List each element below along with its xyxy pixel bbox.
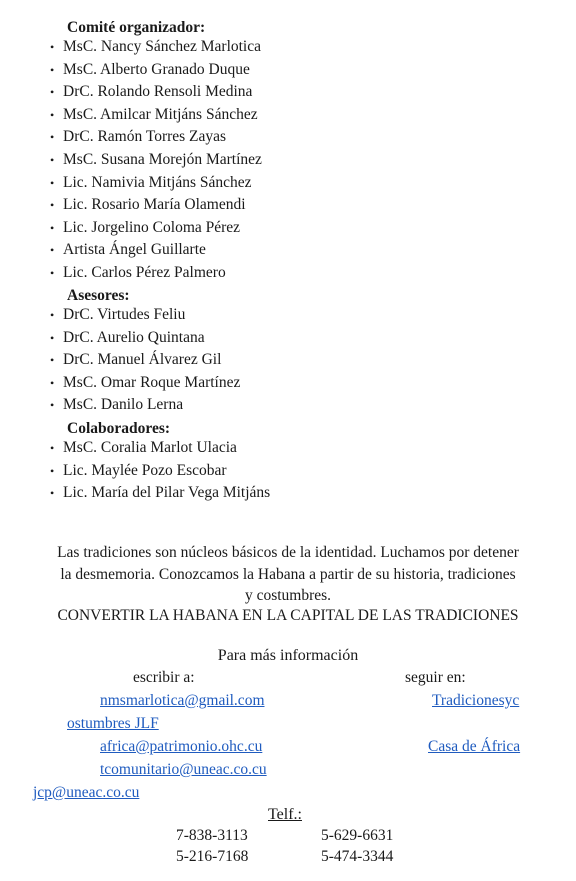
list-item [0, 482, 270, 505]
list-item [0, 327, 240, 350]
phone-number: 5-629-6631 [321, 827, 394, 844]
member-name: DrC. Virtudes Feliu [63, 306, 186, 323]
phone-number: 5-474-3344 [321, 848, 394, 865]
list-item [0, 172, 262, 195]
collaborators-list [0, 437, 270, 505]
bullet-icon: • [50, 375, 55, 390]
bullet-icon: • [50, 243, 55, 258]
bullet-icon: • [50, 220, 55, 235]
list-item [0, 304, 240, 327]
member-name: MsC. Alberto Granado Duque [63, 60, 250, 78]
bullet-icon: • [50, 441, 55, 455]
list-item [0, 59, 262, 82]
advisors-list [0, 304, 240, 417]
list-item [0, 239, 262, 262]
bullet-icon: • [50, 130, 55, 145]
list-item [0, 126, 262, 149]
social-link-tradiciones-cont[interactable]: ostumbres JLF [67, 715, 159, 732]
list-item [0, 104, 262, 127]
member-name: Lic. Namivia Mitjáns Sánchez [63, 173, 252, 191]
list-item [0, 349, 240, 372]
bullet-icon: • [50, 486, 55, 501]
bullet-icon: • [50, 353, 55, 368]
email-link-jcp[interactable]: jcp@uneac.co.cu [33, 784, 140, 801]
list-item [0, 81, 262, 104]
slogan: CONVERTIR LA HABANA EN LA CAPITAL DE LAS TRADICIONES [57, 607, 519, 624]
phone-label: Telf.: [268, 806, 302, 823]
bullet-icon: • [50, 330, 55, 345]
statement-line: y costumbres. [244, 587, 332, 604]
list-item [0, 36, 262, 59]
bullet-icon: • [50, 265, 55, 280]
email-link-africa[interactable]: africa@patrimonio.ohc.cu [100, 738, 263, 755]
phone-number: 7-838-3113 [176, 827, 248, 844]
contact-title: Para más información [217, 647, 359, 664]
list-item [0, 149, 262, 172]
list-item [0, 262, 262, 285]
phone-number: 5-216-7168 [176, 848, 249, 865]
member-name: DrC. Rolando Rensoli Medina [63, 83, 253, 101]
bullet-icon: • [50, 40, 55, 54]
member-name: MsC. Coralia Marlot Ulacia [63, 439, 237, 456]
bullet-icon: • [50, 175, 55, 190]
member-name: DrC. Ramón Torres Zayas [63, 128, 227, 146]
email-link-tcomunitario[interactable]: tcomunitario@uneac.co.cu [100, 761, 267, 778]
member-name: Lic. Jorgelino Coloma Pérez [63, 218, 241, 236]
bullet-icon: • [50, 85, 55, 100]
list-item [0, 460, 270, 483]
bullet-icon: • [50, 152, 55, 167]
write-label: escribir a: [133, 669, 195, 686]
bullet-icon: • [50, 398, 55, 413]
member-name: MsC. Danilo Lerna [63, 396, 184, 414]
list-item [0, 394, 240, 417]
member-name: MsC. Amilcar Mitjáns Sánchez [63, 105, 258, 123]
committee-heading: Comité organizador: [67, 19, 206, 36]
member-name: DrC. Aurelio Quintana [63, 328, 205, 346]
member-name: Lic. Rosario María Olamendi [63, 196, 246, 214]
list-item [0, 437, 270, 460]
member-name: MsC. Susana Morejón Martínez [63, 150, 262, 168]
statement-line: la desmemoria. Conozcamos la Habana a partir de su historia, tradiciones [60, 566, 516, 583]
bullet-icon: • [50, 107, 55, 122]
committee-list [0, 36, 262, 285]
follow-label: seguir en: [405, 669, 466, 686]
statement-line: Las tradiciones son núcleos básicos de la identidad. Luchamos por detener [57, 544, 519, 561]
member-name: MsC. Nancy Sánchez Marlotica [63, 38, 261, 55]
collaborators-heading: Colaboradores: [67, 420, 171, 437]
advisors-heading: Asesores: [67, 287, 130, 304]
bullet-icon: • [50, 198, 55, 213]
bullet-icon: • [50, 463, 55, 478]
member-name: Artista Ángel Guillarte [63, 241, 206, 259]
bullet-icon: • [50, 62, 55, 77]
member-name: Lic. Maylée Pozo Escobar [63, 461, 227, 479]
email-link-marlotica[interactable]: nmsmarlotica@gmail.com [100, 692, 265, 709]
member-name: MsC. Omar Roque Martínez [63, 373, 241, 391]
list-item [0, 194, 262, 217]
member-name: Lic. Carlos Pérez Palmero [63, 263, 226, 281]
member-name: DrC. Manuel Álvarez Gil [63, 351, 222, 369]
social-link-tradiciones[interactable]: Tradicionesyc [432, 692, 520, 709]
list-item [0, 372, 240, 395]
list-item [0, 217, 262, 240]
social-link-casa-africa[interactable]: Casa de África [428, 738, 521, 755]
member-name: Lic. María del Pilar Vega Mitjáns [63, 484, 271, 502]
bullet-icon: • [50, 308, 55, 322]
